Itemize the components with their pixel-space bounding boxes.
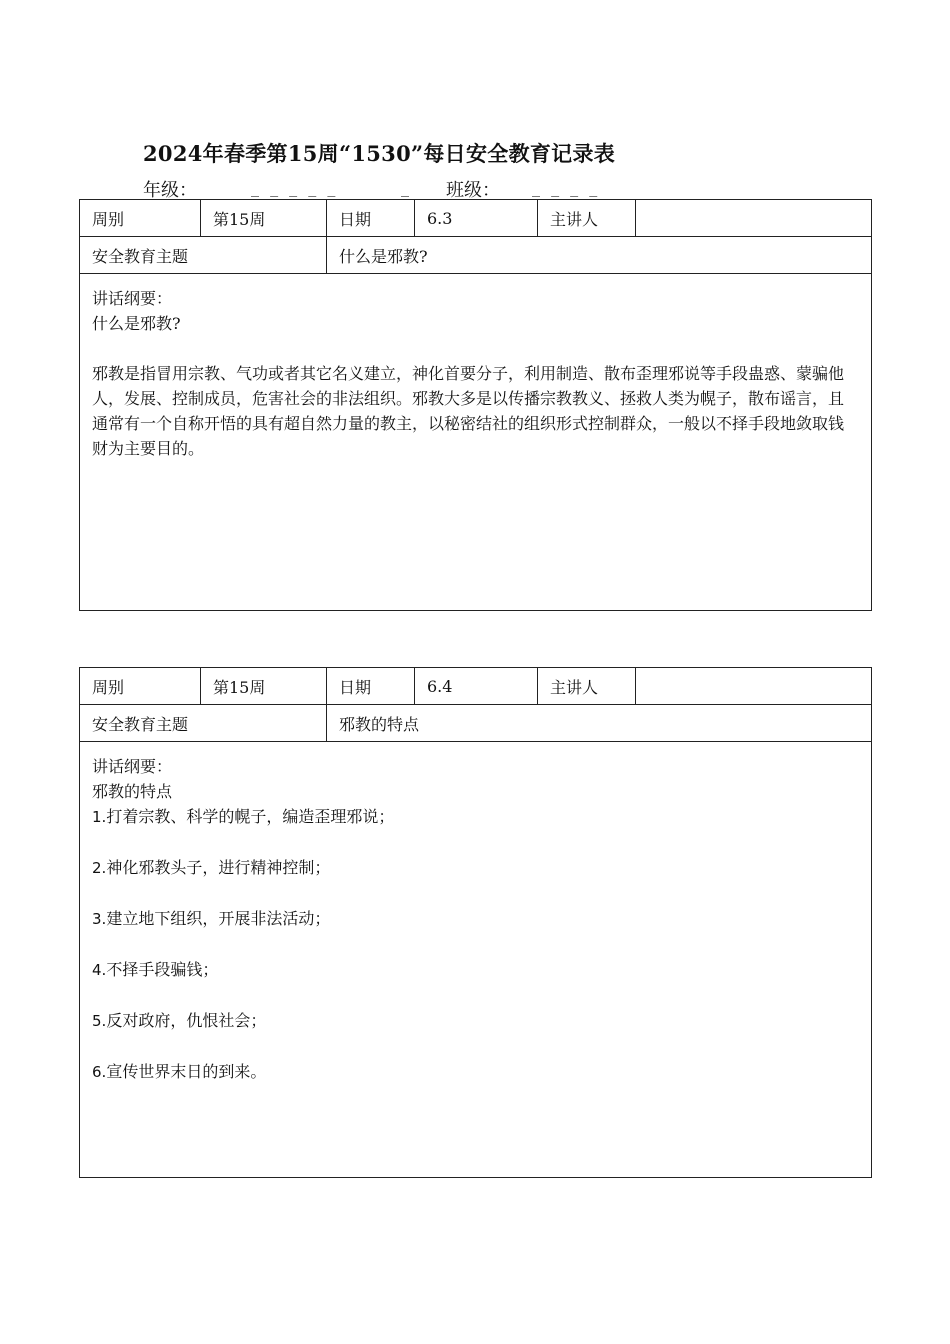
item-number: 4. [92,961,107,979]
date-label: 日期 [327,668,415,705]
page-title: 2024年春季第15周“1530”每日安全教育记录表 [143,141,616,166]
list-item [92,957,859,983]
outline-cell [80,742,872,1178]
record-table-2 [79,667,872,1178]
outline-heading: 邪教的特点 [92,782,173,801]
item-text: 建立地下组织，开展非法活动； [106,909,331,928]
week-label: 周别 [80,668,201,705]
item-number: 6. [92,1063,107,1081]
topic-row [80,705,872,742]
outline-paragraph: 邪教是指冒用宗教、气功或者其它名义建立，神化首要分子，利用制造、散布歪理邪说等手段蛊惑、蒙骗他人，发展、控制成员，危害社会的非法组织。邪教大多是以传播宗教教义、拯救人类为幌子，散布谣言，且通常有一个自称开悟的具有超自然力量的教主，以秘密结社的组织形式控制群众，一般以不择手段地敛取钱财为主要目的。 [92,364,845,458]
item-text: 反对政府，仇恨社会； [106,1011,267,1030]
list-item [92,1059,859,1085]
record-table-1 [79,199,872,611]
item-number: 1. [92,808,107,826]
speaker-label: 主讲人 [538,668,636,705]
week-value: 第15周 [201,200,327,237]
item-text: 神化邪教头子，进行精神控制； [106,858,331,877]
list-item [92,855,859,881]
list-item [92,1008,859,1034]
week-label: 周别 [80,200,201,237]
speaker-value [636,668,872,705]
list-item [92,804,859,830]
outline-row [80,274,872,611]
item-number: 2. [92,859,107,877]
outline-label: 讲话纲要： [92,757,173,776]
week-value: 第15周 [201,668,327,705]
outline-heading: 什么是邪教? [92,314,181,333]
list-item [92,906,859,932]
class-blank: _ _ _ _ [532,178,601,197]
date-label: 日期 [327,200,415,237]
outline-label: 讲话纲要： [92,289,173,308]
topic-value: 什么是邪教? [327,237,872,274]
outline-row [80,742,872,1178]
item-text: 宣传世界末日的到来。 [106,1062,267,1081]
outline-cell [80,274,872,611]
record-header-row [80,668,872,705]
item-number: 3. [92,910,107,928]
item-text: 打着宗教、科学的幌子，编造歪理邪说； [106,807,395,826]
item-text: 不择手段骗钱； [106,960,219,979]
class-label: 班级： [446,180,500,201]
topic-value: 邪教的特点 [327,705,872,742]
date-value: 6.4 [415,668,538,705]
grade-label: 年级： [143,180,197,201]
grade-blank-extra: _ [401,178,412,197]
item-number: 5. [92,1012,107,1030]
topic-row [80,237,872,274]
grade-blank: _ _ _ _ _ [251,178,339,197]
speaker-label: 主讲人 [538,200,636,237]
record-header-row [80,200,872,237]
speaker-value [636,200,872,237]
date-value: 6.3 [415,200,538,237]
topic-label: 安全教育主题 [80,705,327,742]
topic-label: 安全教育主题 [80,237,327,274]
